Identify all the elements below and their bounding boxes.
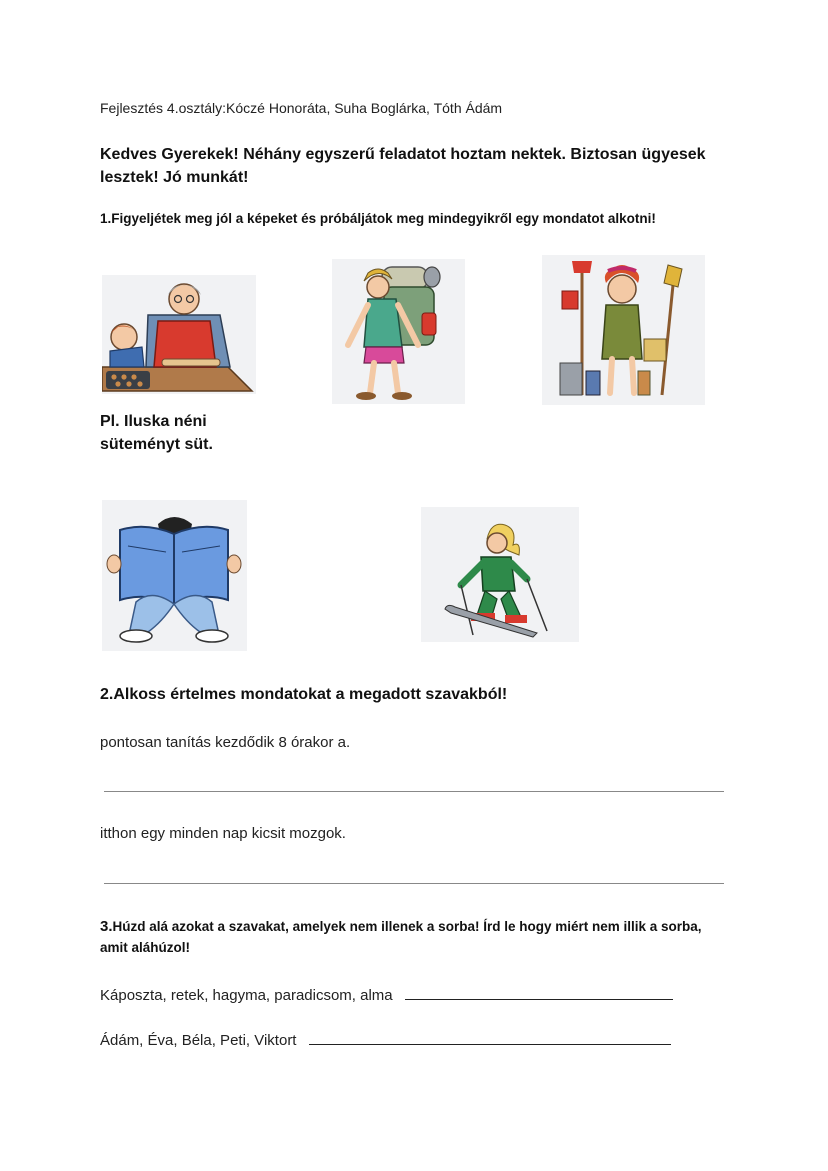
- task2-words-1: pontosan tanítás kezdődik 8 órakor a.: [100, 734, 351, 751]
- grandma-baking-icon: [102, 275, 256, 394]
- answer-line-2[interactable]: [104, 883, 724, 884]
- task2-instruction: 2.Alkoss értelmes mondatokat a megadott szavakból!: [100, 686, 508, 703]
- task3-row-2-words: Ádám, Éva, Béla, Peti, Viktort: [100, 1032, 297, 1049]
- task2-words-2: itthon egy minden nap kicsit mozgok.: [100, 825, 346, 842]
- page-header: Fejlesztés 4.osztály:Kóczé Honoráta, Suha Boglárka, Tóth Ádám: [100, 100, 503, 116]
- example-sentence: [100, 410, 260, 456]
- task3-instruction: [100, 916, 730, 958]
- task3-answer-line-1[interactable]: [405, 985, 673, 1000]
- task3-number: 3.: [100, 918, 113, 935]
- answer-line-1[interactable]: [104, 791, 724, 792]
- skier-icon: [421, 507, 579, 642]
- example-line-2: süteményt süt.: [100, 436, 213, 453]
- task3-row-1-words: Káposzta, retek, hagyma, paradicsom, alma: [100, 987, 393, 1004]
- example-line-1: Pl. Iluska néni: [100, 413, 207, 430]
- task3-row-1: [100, 985, 673, 1004]
- cleaning-woman-icon: [542, 255, 705, 405]
- task3-answer-line-2[interactable]: [309, 1030, 671, 1045]
- task3-row-2: [100, 1030, 671, 1049]
- hiker-backpack-icon: [332, 259, 465, 404]
- child-reading-book-icon: [102, 500, 247, 651]
- task1-instruction: 1.Figyeljétek meg jól a képeket és próbáljátok meg mindegyikről egy mondatot alkotni!: [100, 211, 656, 226]
- intro-text: Kedves Gyerekek! Néhány egyszerű feladatot hoztam nektek. Biztosan ügyesek lesztek! Jó munkát!: [100, 146, 706, 186]
- task3-text: Húzd alá azokat a szavakat, amelyek nem illenek a sorba! Írd le hogy miért nem illik a sorba, amit aláhúzol!: [100, 919, 702, 955]
